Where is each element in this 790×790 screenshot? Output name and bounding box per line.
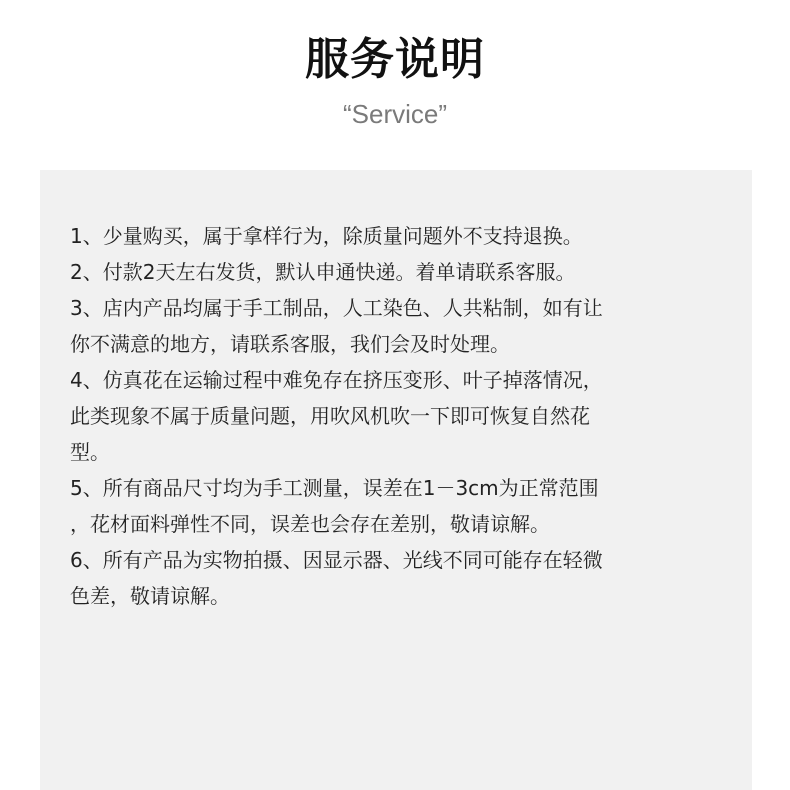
notice-line: 6、所有产品为实物拍摄、因显示器、光线不同可能存在轻微: [70, 548, 603, 572]
notice-line: ，花材面料弹性不同，误差也会存在差别，敬请谅解。: [70, 512, 550, 536]
notice-line: 5、所有商品尺寸均为手工测量，误差在1－3cm为正常范围: [70, 476, 599, 500]
notice-line: 色差，敬请谅解。: [70, 584, 230, 608]
notice-line: 你不满意的地方，请联系客服，我们会及时处理。: [70, 332, 510, 356]
notice-line: 4、仿真花在运输过程中难免存在挤压变形、叶子掉落情况，: [70, 368, 603, 392]
notice-line: 型。: [70, 440, 110, 464]
page-subtitle: “Service”: [342, 99, 447, 129]
notice-line: 此类现象不属于质量问题，用吹风机吹一下即可恢复自然花: [70, 404, 590, 428]
page-title: 服务说明: [305, 34, 485, 85]
notice-line: 3、店内产品均属于手工制品，人工染色、人共粘制，如有让: [70, 296, 603, 320]
notice-line: 1、少量购买，属于拿样行为，除质量问题外不支持退换。: [70, 224, 583, 248]
notice-line: 2、付款2天左右发货，默认申通快递。着单请联系客服。: [70, 260, 576, 284]
notice-text: [70, 218, 720, 614]
